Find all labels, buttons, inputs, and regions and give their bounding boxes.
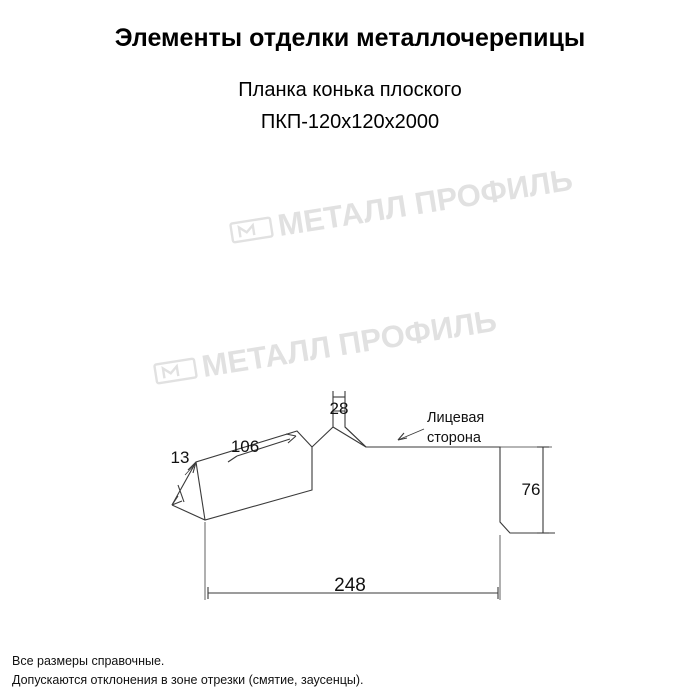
profile-ridge-inner bbox=[345, 427, 366, 447]
dim-arrow-13a bbox=[172, 496, 182, 505]
profile-ridge-depth bbox=[333, 427, 366, 447]
footer-notes bbox=[12, 652, 364, 690]
watermark-text: МЕТАЛЛ ПРОФИЛЬ bbox=[275, 161, 576, 244]
dim-arrow-106 bbox=[286, 434, 296, 443]
footer-note-2: Допускаются отклонения в зоне отрезки (смятие, заусенцы). bbox=[12, 673, 364, 687]
dim-label-13: 13 bbox=[170, 448, 190, 467]
face-side-label-line1: Лицевая bbox=[427, 410, 485, 426]
profile-wing-lower bbox=[172, 447, 312, 520]
page-title: Элементы отделки металлочерепицы bbox=[114, 24, 586, 52]
product-code: ПКП-120х120х2000 bbox=[260, 111, 440, 133]
title-block bbox=[0, 0, 700, 134]
watermark-text: МЕТАЛЛ ПРОФИЛЬ bbox=[199, 302, 500, 385]
profile-left-fold bbox=[196, 462, 205, 520]
product-name: Планка конька плоского bbox=[238, 79, 462, 101]
technical-drawing bbox=[0, 150, 700, 596]
leader-face-side bbox=[398, 429, 424, 440]
dim-label-76: 76 bbox=[521, 480, 541, 499]
dim-label-248: 248 bbox=[334, 575, 366, 596]
footer-note-1: Все размеры справочные. bbox=[12, 654, 165, 668]
dim-label-106: 106 bbox=[230, 437, 260, 456]
dim-label-28: 28 bbox=[329, 399, 349, 418]
face-side-label-line2: сторона bbox=[427, 430, 481, 446]
dim-arrow-106b bbox=[228, 456, 237, 462]
profile-outline bbox=[172, 411, 555, 533]
